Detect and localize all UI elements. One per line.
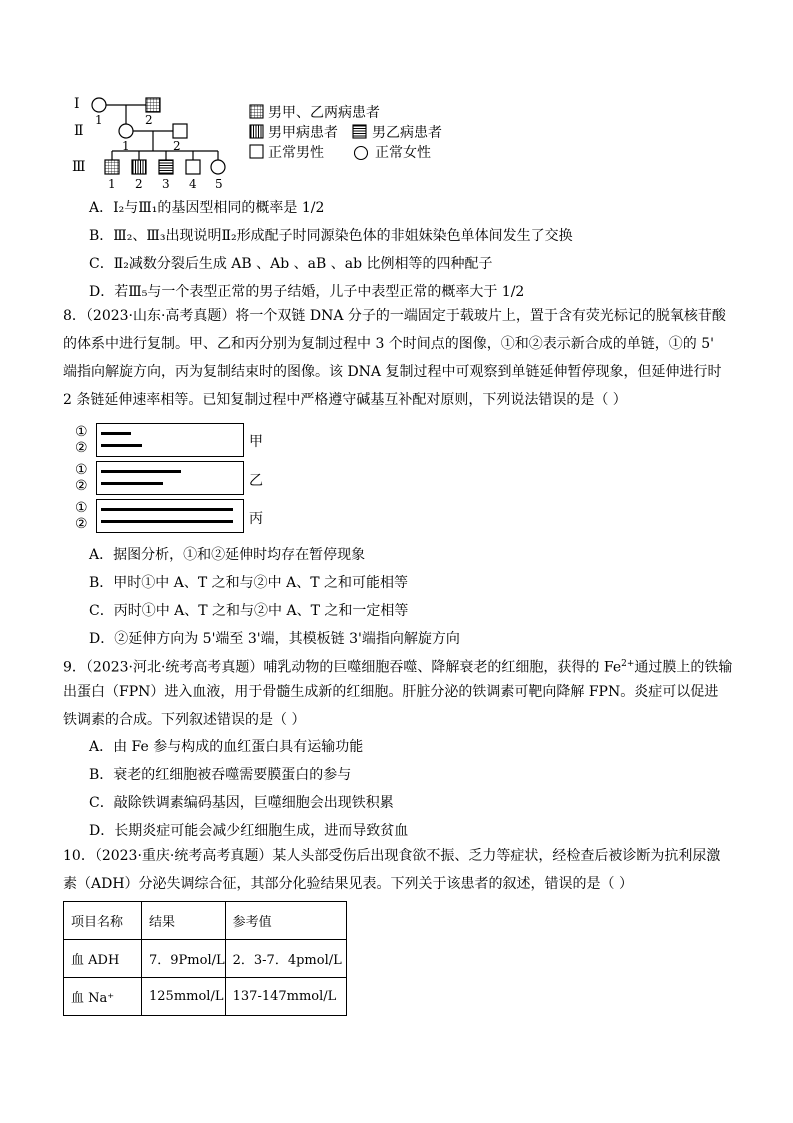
legend-both: 男甲、乙两病患者 <box>268 105 380 121</box>
gen-label-1: Ⅰ <box>74 96 80 112</box>
lab-results-table <box>63 901 347 1016</box>
gen3-male-2-jia <box>132 160 146 174</box>
q9-option-b[interactable]: B．衰老的红细胞被吞噬需要膜蛋白的参与 <box>89 767 352 783</box>
gen3-male-4 <box>186 160 200 174</box>
q8-line-1: 8．（2023·山东·高考真题）将一个双链 DNA 分子的一端固定于载玻片上，置于含有荧光标记的脱氧核苷酸 <box>63 308 726 324</box>
gen2-num-1: 1 <box>122 139 130 153</box>
gen3-male-3-yi <box>159 160 173 174</box>
panel-3-strand2-bar <box>101 520 233 523</box>
table-cell: 7．9Pmol/L <box>142 940 226 978</box>
panel-2-strand1-label: ① <box>75 462 88 478</box>
table-header: 结果 <box>142 902 226 940</box>
q7-option-d[interactable]: D．若Ⅲ₅与一个表型正常的男子结婚，儿子中表型正常的概率大于 1/2 <box>89 284 525 300</box>
q10-line-2: 素（ADH）分泌失调综合征，其部分化验结果见表。下列关于该患者的叙述，错误的是（ ） <box>63 876 633 892</box>
table-cell: 血 Na⁺ <box>64 978 142 1016</box>
gen-label-3: Ⅲ <box>72 159 86 175</box>
q7-option-c[interactable]: C．Ⅱ₂减数分裂后生成 AB 、Ab 、aB 、ab 比例相等的四种配子 <box>89 256 493 272</box>
q8-option-a[interactable]: A．据图分析，①和②延伸时均存在暂停现象 <box>89 547 366 563</box>
legend-normal-female: 正常女性 <box>375 145 431 161</box>
q9-line-1 <box>63 654 732 678</box>
table-header: 项目名称 <box>64 902 142 940</box>
q8-option-c[interactable]: C．丙时①中 A、T 之和与②中 A、T 之和一定相等 <box>89 603 409 619</box>
table-row <box>64 978 347 1016</box>
gen3-num-3: 3 <box>162 177 170 191</box>
q8-line-2: 的体系中进行复制。甲、乙和丙分别为复制过程中 3 个时间点的图像，①和②表示新合成的单链，①的 5' <box>63 336 715 352</box>
legend-yi: 男乙病患者 <box>372 125 442 141</box>
gen1-num-1: 1 <box>95 113 103 127</box>
gen3-male-1-both <box>105 160 119 174</box>
table-header: 参考值 <box>225 902 346 940</box>
panel-1-strand1-bar <box>101 432 131 435</box>
panel-3-label: 丙 <box>249 511 263 527</box>
gen3-num-5: 5 <box>215 177 223 191</box>
panel-1-strand1-label: ① <box>75 424 88 440</box>
panel-2-strand2-label: ② <box>75 478 88 494</box>
q9-option-a[interactable]: A．由 Fe 参与构成的血红蛋白具有运输功能 <box>89 739 364 755</box>
q10-line-1: 10．（2023·重庆·统考高考真题）某人头部受伤后出现食欲不振、乏力等症状，经检查后被诊断为抗利尿激 <box>63 848 721 864</box>
legend-jia: 男甲病患者 <box>268 125 338 141</box>
q8-option-b[interactable]: B．甲时①中 A、T 之和与②中 A、T 之和可能相等 <box>89 575 408 591</box>
gen3-female-5 <box>211 160 225 174</box>
table-cell: 137-147mmol/L <box>225 978 346 1016</box>
gen1-num-2: 2 <box>145 113 153 127</box>
gen3-num-1: 1 <box>108 177 116 191</box>
panel-2-strand1-bar <box>101 470 181 473</box>
panel-1-strand2-label: ② <box>75 440 88 456</box>
panel-1-label: 甲 <box>249 434 263 450</box>
q9-option-c[interactable]: C．敲除铁调素编码基因，巨噬细胞会出现铁积累 <box>89 795 394 811</box>
panel-1-box <box>96 423 244 457</box>
q7-option-b[interactable]: B．Ⅲ₂、Ⅲ₃出现说明Ⅱ₂形成配子时同源染色体的非姐妹染色单体间发生了交换 <box>89 228 573 244</box>
q9-line-1-b: 通过膜上的铁输 <box>634 659 733 676</box>
panel-2-label: 乙 <box>249 473 263 489</box>
table-cell: 2．3-7．4pmol/L <box>225 940 346 978</box>
panel-1-strand2-bar <box>101 444 142 447</box>
q8-line-3: 端指向解旋方向，丙为复制结束时的图像。该 DNA 复制过程中可观察到单链延伸暂停现象，但延伸进行时 <box>63 364 722 380</box>
table-cell: 125mmol/L <box>142 978 226 1016</box>
q9-line-2: 出蛋白（FPN）进入血液，用于骨髓生成新的红细胞。肝脏分泌的铁调素可靶向降解 FPN。炎症可以促进 <box>63 684 719 700</box>
gen-label-2: Ⅱ <box>74 123 84 139</box>
legend-female-symbol <box>352 144 372 164</box>
panel-3-strand2-label: ② <box>75 516 88 532</box>
q9-line-1-a: 9．（2023·河北·统考高考真题）哺乳动物的巨噬细胞吞噬、降解衰老的红细胞，获得的 Fe <box>63 659 622 676</box>
panel-3-box <box>96 499 244 533</box>
q9-option-d[interactable]: D．长期炎症可能会减少红细胞生成，进而导致贫血 <box>89 823 409 839</box>
panel-2-strand2-bar <box>101 482 163 485</box>
legend-normal-male: 正常男性 <box>268 145 324 161</box>
panel-3-strand1-bar <box>101 508 233 511</box>
panel-2-box <box>96 461 244 495</box>
table-row <box>64 940 347 978</box>
table-cell: 血 ADH <box>64 940 142 978</box>
q8-line-4: 2 条链延伸速率相等。已知复制过程中严格遵守碱基互补配对原则，下列说法错误的是（ ） <box>63 392 627 408</box>
q9-line-3: 铁调素的合成。下列叙述错误的是（ ） <box>63 712 306 728</box>
q9-line-1-sup: 2+ <box>621 659 635 669</box>
q7-option-a[interactable]: A．I₂与Ⅲ₁的基因型相同的概率是 1/2 <box>89 200 325 216</box>
panel-3-strand1-label: ① <box>75 500 88 516</box>
gen3-num-2: 2 <box>135 177 143 191</box>
table-header-row <box>64 902 347 940</box>
gen2-num-2: 2 <box>173 139 181 153</box>
q8-option-d[interactable]: D．②延伸方向为 5'端至 3'端，其模板链 3'端指向解旋方向 <box>89 631 460 647</box>
gen3-num-4: 4 <box>189 177 197 191</box>
